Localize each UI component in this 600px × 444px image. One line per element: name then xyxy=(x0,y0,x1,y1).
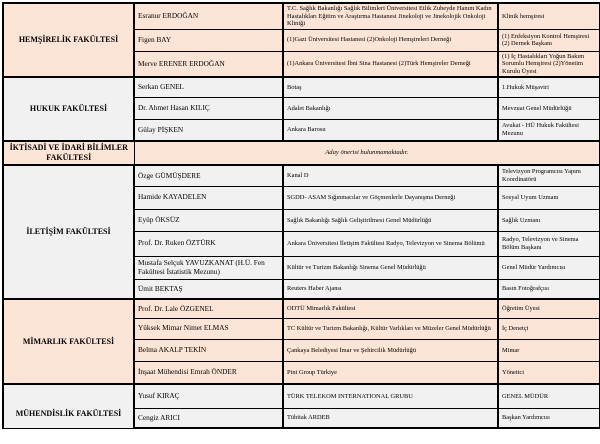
institution-cell: TC Kültür ve Turizm Bakanlığı, Kültür Varlıkları ve Müzeler Genel Müdürlüğü xyxy=(283,318,498,339)
position-cell: (1) Enfeksiyon Kontrol Hemşiresi (2) Dernek Başkanı xyxy=(498,29,600,51)
candidate-name-cell: Eyüp ÖKSÜZ xyxy=(134,209,283,231)
candidate-name-cell: Prof. Dr. Lale ÖZGENEL xyxy=(134,299,283,318)
faculty-candidates-table xyxy=(2,2,600,429)
position-cell: Sağlık Uzmanı xyxy=(498,209,600,231)
position-cell: Mevzuat Genel Müdürlüğü xyxy=(498,97,600,119)
institution-cell: SGDD- ASAM Sığınmacılar ve Göçmenlerle Dayanışma Derneği xyxy=(283,186,498,209)
position-cell: İç Denetçi xyxy=(498,318,600,339)
institution-cell: (1)Ankara Üniversitesi İbni Sina Hastanesi (2)Türk Hemşireler Derneği xyxy=(283,51,498,77)
table-row xyxy=(3,299,600,318)
candidate-name-cell: Prof. Dr. Ruken ÖZTÜRK xyxy=(134,231,283,256)
faculty-cell: İKTİSADİ VE İDARİ BİLİMLER FAKÜLTESİ xyxy=(3,141,134,165)
faculty-cell: İLETİŞİM FAKÜLTESİ xyxy=(3,165,134,299)
table-row xyxy=(3,3,600,29)
faculty-cell: MÜHENDİSLİK FAKÜLTESİ xyxy=(3,384,134,428)
position-cell: Klinik hemşiresi xyxy=(498,3,600,29)
position-cell: GENEL MÜDÜR xyxy=(498,384,600,408)
faculty-cell: MİMARLIK FAKÜLTESİ xyxy=(3,299,134,384)
institution-cell: T.C. Sağlık Bakanlığı Sağlık Bilimleri Üniversitesi Etlik Zubeyde Hanım Kadın Hastalıkları Eğitim ve Araştırma Hastanesi Jinekoloji ve Jinekolojik Onkoloji Kliniği xyxy=(283,3,498,29)
institution-cell: Reuters Haber Ajansı xyxy=(283,279,498,299)
institution-cell: ODTÜ Mimarlık Fakültesi xyxy=(283,299,498,318)
position-cell: Televizyon Programcısı Yapım Koordinatörü xyxy=(498,165,600,186)
faculty-cell: HUKUK FAKÜLTESİ xyxy=(3,77,134,141)
institution-cell: Botaş xyxy=(283,77,498,97)
candidate-name-cell: İnşaat Mühendisi Emrah ÖNDER xyxy=(134,361,283,384)
institution-cell: TÜRK TELEKOM INTERNATIONAL GRUBU xyxy=(283,384,498,408)
institution-cell: Kültür ve Turizm Bakanlığı Sinema Genel Müdürlüğü xyxy=(283,256,498,279)
position-cell: 1.Hukuk Müşaviri xyxy=(498,77,600,97)
position-cell: Basın Fotoğrafçısı xyxy=(498,279,600,299)
section-muhendislik xyxy=(3,384,600,428)
position-cell: Genel Müdür Yardımcısı xyxy=(498,256,600,279)
table-row xyxy=(3,165,600,186)
candidate-name-cell: Serkan GENEL xyxy=(134,77,283,97)
position-cell: Sosyal Uyum Uzmanı xyxy=(498,186,600,209)
candidate-name-cell: Merve ERENER ERDOĞAN xyxy=(134,51,283,77)
institution-cell: Adalet Bakanlığı xyxy=(283,97,498,119)
candidate-name-cell: Yüksek Mimar Nimet ELMAS xyxy=(134,318,283,339)
candidate-name-cell: Figen BAY xyxy=(134,29,283,51)
institution-cell: Ankara Üniversitesi İletişim Fakültesi Radyo, Televizyon ve Sinema Bölümü xyxy=(283,231,498,256)
institution-cell: Tübitak ARDEB xyxy=(283,408,498,428)
candidate-name-cell: Esranur ERDOĞAN xyxy=(134,3,283,29)
section-iletisim xyxy=(3,165,600,299)
position-cell: Başkan Yardımcısı xyxy=(498,408,600,428)
institution-cell: Pini Group Türkiye xyxy=(283,361,498,384)
table-row xyxy=(3,77,600,97)
section-hemsirelik xyxy=(3,3,600,77)
candidate-name-cell: Cengiz ARICI xyxy=(134,408,283,428)
section-iktisadi xyxy=(3,141,600,165)
candidate-name-cell: Gülay PİŞKEN xyxy=(134,119,283,141)
position-cell: Radyo, Televizyon ve Sinema Bölüm Başkanı xyxy=(498,231,600,256)
table-row xyxy=(3,141,600,165)
table-row xyxy=(3,384,600,408)
institution-cell: Sağlık Bakanlığı Sağlık Geliştirilmesi Genel Müdürlüğü xyxy=(283,209,498,231)
no-candidate-note: Aday önerisi bulunmamaktadır. xyxy=(134,141,600,165)
institution-cell: Çankaya Belediyesi İmar ve Şehircilik Müdürlüğü xyxy=(283,339,498,361)
faculty-cell: HEMŞİRELİK FAKÜLTESİ xyxy=(3,3,134,77)
position-cell: Öğretim Üyesi xyxy=(498,299,600,318)
candidate-name-cell: Ümit BEKTAŞ xyxy=(134,279,283,299)
position-cell: Mimar xyxy=(498,339,600,361)
institution-cell: Kanal D xyxy=(283,165,498,186)
institution-cell: (1)Gazi Üniversitesi Hastanesi (2)Onkoloji Hemşireleri Derneği xyxy=(283,29,498,51)
institution-cell: Ankara Barosu xyxy=(283,119,498,141)
candidate-name-cell: Özge GÜMÜŞDERE xyxy=(134,165,283,186)
candidate-name-cell: Hamide KAYADELEN xyxy=(134,186,283,209)
position-cell: Avukat - HÜ Hukuk Fakültesi Mezunu xyxy=(498,119,600,141)
candidate-name-cell: Yusuf KIRAÇ xyxy=(134,384,283,408)
position-cell: (1) İç Hastalıkları Yoğun Bakım Sorumlu Hemşiresi (2)Yönetim Kurulu Üyesi xyxy=(498,51,600,77)
candidate-name-cell: Belma AKALP TEKİN xyxy=(134,339,283,361)
position-cell: Yönetici xyxy=(498,361,600,384)
section-mimarlik xyxy=(3,299,600,384)
candidate-name-cell: Dr. Ahmet Hasan KILIÇ xyxy=(134,97,283,119)
section-hukuk xyxy=(3,77,600,141)
candidate-name-cell: Mustafa Selçuk YAVUZKANAT (H.Ü. Fen Fakültesi İstatistik Mezunu) xyxy=(134,256,283,279)
